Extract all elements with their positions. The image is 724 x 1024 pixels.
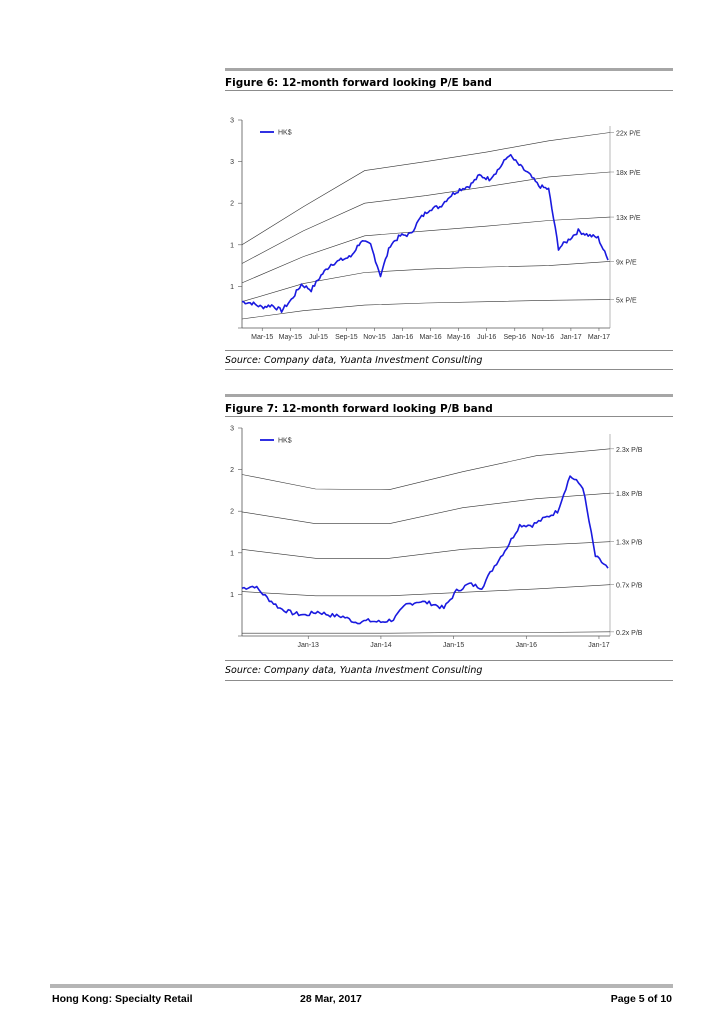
pb-band-label: 2.3x P/B <box>616 446 643 454</box>
pb-band-label: 0.7x P/B <box>616 582 643 590</box>
figure-6-top-rule <box>225 68 673 71</box>
pe-band-label: 13x P/E <box>616 215 641 223</box>
pe-band-line <box>242 300 610 319</box>
pe-y-tick-label: 3 <box>230 159 234 167</box>
pe-y-tick-label: 3 <box>230 117 234 125</box>
pe-x-tick-label: Sep-15 <box>335 334 358 341</box>
pb-x-tick-label: Jan-13 <box>297 642 319 649</box>
pb-band-line <box>242 449 610 490</box>
pb-y-tick-label: 2 <box>230 508 234 516</box>
pe-band-label: 5x P/E <box>616 297 637 305</box>
figure-7-source: Source: Company data, Yuanta Investment Consulting <box>225 665 483 676</box>
pe-x-tick-label: May-16 <box>446 334 471 341</box>
pb-band-label: 0.2x P/B <box>616 629 643 637</box>
pb-x-tick-label: Jan-14 <box>370 642 392 649</box>
pe-band-line <box>242 172 610 264</box>
pe-x-tick-label: Jul-16 <box>477 334 497 341</box>
pb-y-tick-label: 2 <box>230 467 234 475</box>
pe-band-label: 9x P/E <box>616 259 637 267</box>
figure-7-bottom-rule <box>225 680 673 681</box>
pb-x-tick-label: Jan-16 <box>515 642 537 649</box>
pb-band-label: 1.8x P/B <box>616 491 643 499</box>
figure-6-bottom-rule <box>225 369 673 370</box>
figure-6-title: Figure 6: 12-month forward looking P/E band <box>225 77 492 89</box>
pe-legend-label: HK$ <box>278 129 292 137</box>
pb-band-line <box>242 632 610 633</box>
footer-section: Hong Kong: Specialty Retail <box>52 993 193 1005</box>
pb-price-series <box>242 476 608 623</box>
pe-y-tick-label: 2 <box>230 200 234 208</box>
pe-band-chart <box>222 112 641 347</box>
figure-7-top-rule <box>225 394 673 397</box>
pe-x-tick-label: Nov-16 <box>531 334 555 341</box>
pb-band-label: 1.3x P/B <box>616 539 643 547</box>
pe-x-tick-label: Nov-15 <box>363 334 386 341</box>
pb-legend-label: HK$ <box>278 437 292 445</box>
pe-y-tick-label: 1 <box>230 242 234 250</box>
pe-price-series <box>242 155 608 313</box>
pb-x-tick-label: Jan-15 <box>442 642 465 649</box>
figure-6-source-rule <box>225 350 673 351</box>
pe-x-tick-label: Mar-16 <box>419 334 442 341</box>
figure-7-title: Figure 7: 12-month forward looking P/B band <box>225 403 493 415</box>
figure-6-source: Source: Company data, Yuanta Investment Consulting <box>225 355 483 366</box>
pb-y-tick-label: 3 <box>230 425 234 433</box>
pb-y-tick-label: 1 <box>230 591 234 599</box>
pe-band-label: 18x P/E <box>616 170 641 177</box>
pe-x-tick-label: Mar-15 <box>251 334 274 341</box>
pe-band-label: 22x P/E <box>616 130 641 138</box>
pb-band-line <box>242 493 610 524</box>
pe-x-tick-label: Mar-17 <box>587 334 611 341</box>
figure-6-title-rule <box>225 90 673 91</box>
pe-band-line <box>242 261 610 301</box>
pb-band-chart <box>222 420 643 655</box>
figure-7-source-rule <box>225 660 673 661</box>
pb-y-tick-label: 1 <box>230 550 234 558</box>
pe-x-tick-label: Jan-17 <box>560 334 582 341</box>
pe-x-tick-label: Jul-15 <box>308 334 328 341</box>
figure-7-title-rule <box>225 416 673 417</box>
pe-y-tick-label: 1 <box>230 283 234 291</box>
pe-x-tick-label: Sep-16 <box>503 334 527 341</box>
pb-band-line <box>242 585 610 596</box>
footer-rule <box>50 984 673 988</box>
pe-x-tick-label: Jan-16 <box>391 334 414 341</box>
pb-band-line <box>242 542 610 559</box>
pb-x-tick-label: Jan-17 <box>588 642 610 649</box>
pe-x-tick-label: May-15 <box>278 334 302 341</box>
footer-date: 28 Mar, 2017 <box>300 993 362 1005</box>
footer-page-number: Page 5 of 10 <box>610 993 672 1005</box>
